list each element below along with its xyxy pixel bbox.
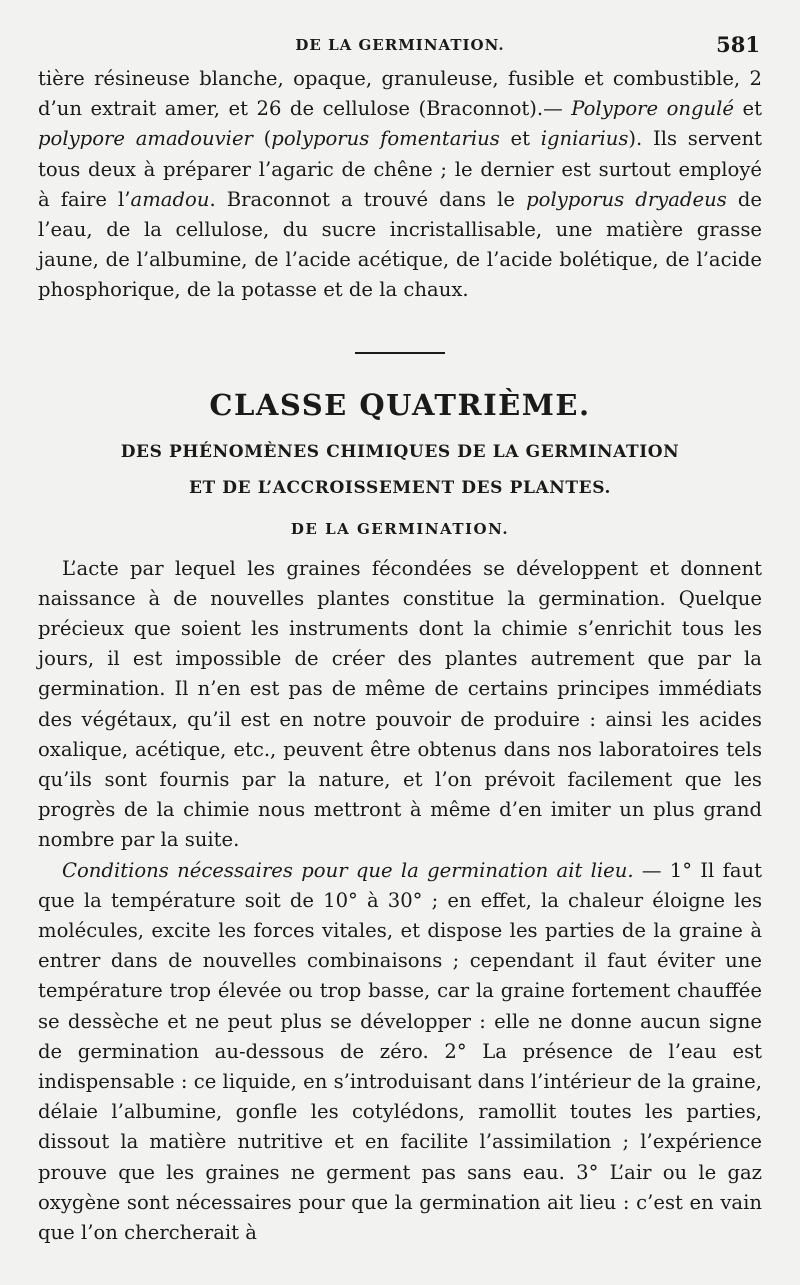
paragraph-germination-intro: L’acte par lequel les graines fécondées se développent et donnent naissance à de nouvelles plantes constitue la germination. Quelque précieux que soient les instruments dont la chimie s’enrichit tous les jours, il est impossible de créer des plantes autrement que par la germination. Il n’en est pas de même de certains principes immédiats des végétaux, qu’il est en notre pouvoir de produire : ainsi les acides oxalique, acétique, etc., peuvent être obtenus dans nos laboratoires tels qu’ils sont fournis par la nature, et l’on prévoit facilement que les progrès de la chimie nous mettront à même d’en imiter un plus grand nombre par la suite. xyxy=(38,556,762,852)
classe-subtitle-line-2: ET DE L’ACCROISSEMENT DES PLANTES. xyxy=(188,477,612,498)
text-run: et xyxy=(499,127,541,151)
italic-run: amadou xyxy=(130,187,210,211)
text-run: . Braconnot a trouvé dans le xyxy=(209,187,527,211)
italic-run: polyporus fomentarius xyxy=(271,127,500,151)
italic-run: igniarius xyxy=(540,127,629,151)
text-run: et xyxy=(734,97,762,121)
text-run: ( xyxy=(252,127,272,151)
italic-run: Polypore ongulé xyxy=(571,97,735,121)
text-run: de l’eau, de la cellulose, du sucre incristallisable, une matière grasse jaune, de l’albumine, de l’acide acétique, de l’acide bolétique, de l’acide phosphorique, de la potasse et de la chaux. xyxy=(38,187,762,302)
classe-subtitle-line-1: DES PHÉNOMÈNES CHIMIQUES DE LA GERMINATION xyxy=(120,441,680,462)
text-run: tière résineuse blanche, opaque, granuleuse, fusible et combustible, 2 d’un extrait amer, et 26 de cellulose (Braconnot).— xyxy=(38,67,762,121)
section-title: DE LA GERMINATION. xyxy=(290,519,510,538)
classe-title: CLASSE QUATRIÈME. xyxy=(209,387,591,422)
italic-run: Conditions nécessaires pour que la germination ait lieu. xyxy=(62,858,634,882)
page-number: 581 xyxy=(716,32,760,57)
paragraph-conditions xyxy=(38,856,762,1249)
text-run: — 1° Il faut que la température soit de 10° à 30° ; en effet, la chaleur éloigne les molécules, excite les forces vitales, et dispose les parties de la graine à entrer dans de nouvelles combinaisons ; cependant il faut éviter une température trop élevée ou trop basse, car la graine fortement chauffée se dessèche et ne peut plus se développer : elle ne donne aucun signe de germination au-dessous de zéro. 2° La présence de l’eau est indispensable : ce liquide, en s’introduisant dans l’intérieur de la graine, délaie l’albumine, gonfle les cotylédons, ramollit toutes les parties, dissout la matière nutritive et en facilite l’assimilation ; l’expérience prouve que les graines ne germent pas sans eau. 3° L’air ou le gaz oxygène sont nécessaires pour que la germination ait lieu : c’est en vain que l’on chercherait à xyxy=(38,858,762,1245)
section-divider xyxy=(355,352,445,354)
running-head xyxy=(38,30,762,64)
continued-paragraph xyxy=(38,64,762,306)
running-title: DE LA GERMINATION. xyxy=(295,36,505,54)
italic-run: polypore amadouvier xyxy=(38,127,253,151)
italic-run: polyporus dryadeus xyxy=(526,187,727,211)
text-run: ). Ils servent tous deux à préparer l’agaric de chêne ; le dernier est surtout employé à faire l’ xyxy=(38,127,762,211)
